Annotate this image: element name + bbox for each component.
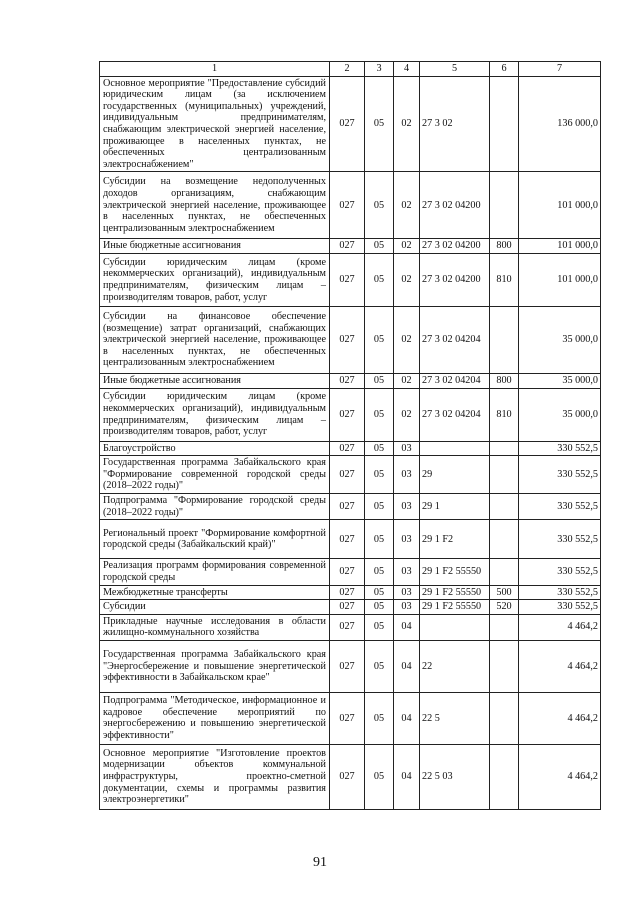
table-row: [100, 172, 601, 239]
section-code-cell: 05: [365, 373, 394, 388]
table-row: [100, 441, 601, 456]
target-article-cell: 27 3 02 04204: [420, 388, 490, 441]
header-cell-6: 6: [490, 62, 519, 77]
row-name-cell: Субсидии на возмещение недополученных доходов организациям, снабжающим электрической энергией население, проживающее в населенных пунктах, не обеспеченных централизованным электроснабжением: [100, 172, 330, 239]
section-code-cell: 05: [365, 239, 394, 254]
amount-cell: 35 000,0: [519, 306, 601, 373]
ved-code-cell: 027: [330, 76, 365, 172]
row-name-cell: Иные бюджетные ассигнования: [100, 373, 330, 388]
ved-code-cell: 027: [330, 388, 365, 441]
subsection-code-cell: 02: [394, 76, 420, 172]
expense-type-cell: [490, 692, 519, 744]
expense-type-cell: [490, 306, 519, 373]
row-name-cell: Субсидии юридическим лицам (кроме некоммерческих организаций), индивидуальным предпринимателям, физическим лицам – производителям товаров, работ, услуг: [100, 253, 330, 306]
row-name-cell: Региональный проект "Формирование комфортной городской среды (Забайкальский край)": [100, 520, 330, 559]
section-code-cell: 05: [365, 692, 394, 744]
section-code-cell: 05: [365, 456, 394, 494]
amount-cell: 330 552,5: [519, 456, 601, 494]
subsection-code-cell: 02: [394, 253, 420, 306]
row-name-cell: Прикладные научные исследования в области жилищно-коммунального хозяйства: [100, 614, 330, 640]
target-article-cell: 29 1 F2 55550: [420, 585, 490, 600]
section-code-cell: 05: [365, 600, 394, 615]
target-article-cell: 22 5 03: [420, 744, 490, 809]
expense-type-cell: [490, 640, 519, 692]
amount-cell: 101 000,0: [519, 253, 601, 306]
table-row: [100, 559, 601, 585]
expense-type-cell: 810: [490, 253, 519, 306]
table-row: [100, 520, 601, 559]
ved-code-cell: 027: [330, 494, 365, 520]
amount-cell: 4 464,2: [519, 692, 601, 744]
ved-code-cell: 027: [330, 239, 365, 254]
ved-code-cell: 027: [330, 692, 365, 744]
target-article-cell: 29 1 F2 55550: [420, 600, 490, 615]
subsection-code-cell: 03: [394, 441, 420, 456]
header-cell-2: 2: [330, 62, 365, 77]
section-code-cell: 05: [365, 76, 394, 172]
target-article-cell: 27 3 02 04200: [420, 239, 490, 254]
table-row: [100, 600, 601, 615]
section-code-cell: 05: [365, 388, 394, 441]
ved-code-cell: 027: [330, 441, 365, 456]
expense-type-cell: [490, 744, 519, 809]
expense-type-cell: [490, 172, 519, 239]
ved-code-cell: 027: [330, 172, 365, 239]
expense-type-cell: [490, 76, 519, 172]
header-cell-3: 3: [365, 62, 394, 77]
header-cell-5: 5: [420, 62, 490, 77]
amount-cell: 330 552,5: [519, 520, 601, 559]
table-row: [100, 373, 601, 388]
expense-type-cell: [490, 494, 519, 520]
expense-type-cell: 800: [490, 373, 519, 388]
table-row: [100, 692, 601, 744]
row-name-cell: Субсидии на финансовое обеспечение (возмещение) затрат организаций, снабжающих электрической энергией население, проживающее в населенных пунктах, не обеспеченных централизованным электроснабжением: [100, 306, 330, 373]
subsection-code-cell: 03: [394, 585, 420, 600]
table-row: [100, 640, 601, 692]
amount-cell: 101 000,0: [519, 172, 601, 239]
target-article-cell: 27 3 02 04204: [420, 306, 490, 373]
ved-code-cell: 027: [330, 520, 365, 559]
table-row: [100, 614, 601, 640]
row-name-cell: Основное мероприятие "Изготовление проектов модернизации объектов коммунальной инфраструктуры, проектно-сметной документации, схемы и программы развития электроэнергетики": [100, 744, 330, 809]
table-header-row: [100, 62, 601, 77]
section-code-cell: 05: [365, 494, 394, 520]
table-row: [100, 388, 601, 441]
target-article-cell: 27 3 02 04200: [420, 253, 490, 306]
expense-type-cell: [490, 456, 519, 494]
target-article-cell: 29 1: [420, 494, 490, 520]
row-name-cell: Основное мероприятие "Предоставление субсидий юридическим лицам (за исключением государственных (муниципальных) учреждений, индивидуальным предпринимателям, снабжающим электрической энергией население, проживающее в населенных пунктах, не обеспеченных централизованным электроснабжением": [100, 76, 330, 172]
row-name-cell: Подпрограмма "Методическое, информационное и кадровое обеспечение мероприятий по энергосбережению и повышению энергетической эффективности": [100, 692, 330, 744]
ved-code-cell: 027: [330, 640, 365, 692]
ved-code-cell: 027: [330, 585, 365, 600]
ved-code-cell: 027: [330, 456, 365, 494]
ved-code-cell: 027: [330, 744, 365, 809]
target-article-cell: [420, 614, 490, 640]
subsection-code-cell: 04: [394, 614, 420, 640]
table-row: [100, 306, 601, 373]
amount-cell: 330 552,5: [519, 600, 601, 615]
row-name-cell: Реализация программ формирования современной городской среды: [100, 559, 330, 585]
target-article-cell: 29 1 F2 55550: [420, 559, 490, 585]
section-code-cell: 05: [365, 172, 394, 239]
amount-cell: 4 464,2: [519, 640, 601, 692]
target-article-cell: 22: [420, 640, 490, 692]
amount-cell: 4 464,2: [519, 744, 601, 809]
table-row: [100, 239, 601, 254]
section-code-cell: 05: [365, 744, 394, 809]
expense-type-cell: 500: [490, 585, 519, 600]
subsection-code-cell: 04: [394, 640, 420, 692]
header-cell-1: 1: [100, 62, 330, 77]
row-name-cell: Подпрограмма "Формирование городской среды (2018–2022 годы)": [100, 494, 330, 520]
section-code-cell: 05: [365, 520, 394, 559]
ved-code-cell: 027: [330, 306, 365, 373]
ved-code-cell: 027: [330, 614, 365, 640]
table-row: [100, 253, 601, 306]
subsection-code-cell: 04: [394, 744, 420, 809]
subsection-code-cell: 02: [394, 239, 420, 254]
target-article-cell: 29: [420, 456, 490, 494]
table-row: [100, 76, 601, 172]
amount-cell: 4 464,2: [519, 614, 601, 640]
row-name-cell: Государственная программа Забайкальского края "Формирование современной городской среды (2018–2022 годы)": [100, 456, 330, 494]
table-row: [100, 494, 601, 520]
ved-code-cell: 027: [330, 253, 365, 306]
expense-type-cell: [490, 520, 519, 559]
subsection-code-cell: 02: [394, 306, 420, 373]
target-article-cell: 27 3 02 04204: [420, 373, 490, 388]
subsection-code-cell: 02: [394, 172, 420, 239]
amount-cell: 35 000,0: [519, 388, 601, 441]
header-cell-7: 7: [519, 62, 601, 77]
expense-type-cell: [490, 559, 519, 585]
subsection-code-cell: 02: [394, 388, 420, 441]
expense-type-cell: 800: [490, 239, 519, 254]
target-article-cell: 22 5: [420, 692, 490, 744]
subsection-code-cell: 02: [394, 373, 420, 388]
section-code-cell: 05: [365, 306, 394, 373]
table-row: [100, 744, 601, 809]
target-article-cell: 27 3 02 04200: [420, 172, 490, 239]
ved-code-cell: 027: [330, 373, 365, 388]
amount-cell: 330 552,5: [519, 494, 601, 520]
section-code-cell: 05: [365, 441, 394, 456]
row-name-cell: Межбюджетные трансферты: [100, 585, 330, 600]
page-number: 91: [313, 855, 327, 870]
section-code-cell: 05: [365, 640, 394, 692]
budget-table: [99, 61, 601, 810]
subsection-code-cell: 04: [394, 692, 420, 744]
subsection-code-cell: 03: [394, 559, 420, 585]
ved-code-cell: 027: [330, 600, 365, 615]
amount-cell: 136 000,0: [519, 76, 601, 172]
section-code-cell: 05: [365, 585, 394, 600]
amount-cell: 330 552,5: [519, 441, 601, 456]
table-row: [100, 456, 601, 494]
row-name-cell: Государственная программа Забайкальского края "Энергосбережение и повышение энергетической эффективности в Забайкальском крае": [100, 640, 330, 692]
subsection-code-cell: 03: [394, 520, 420, 559]
amount-cell: 330 552,5: [519, 559, 601, 585]
section-code-cell: 05: [365, 614, 394, 640]
table-row: [100, 585, 601, 600]
subsection-code-cell: 03: [394, 600, 420, 615]
ved-code-cell: 027: [330, 559, 365, 585]
expense-type-cell: 520: [490, 600, 519, 615]
target-article-cell: [420, 441, 490, 456]
section-code-cell: 05: [365, 559, 394, 585]
row-name-cell: Благоустройство: [100, 441, 330, 456]
target-article-cell: 29 1 F2: [420, 520, 490, 559]
amount-cell: 35 000,0: [519, 373, 601, 388]
header-cell-4: 4: [394, 62, 420, 77]
row-name-cell: Субсидии юридическим лицам (кроме некоммерческих организаций), индивидуальным предпринимателям, физическим лицам – производителям товаров, работ, услуг: [100, 388, 330, 441]
target-article-cell: 27 3 02: [420, 76, 490, 172]
subsection-code-cell: 03: [394, 456, 420, 494]
row-name-cell: Субсидии: [100, 600, 330, 615]
expense-type-cell: 810: [490, 388, 519, 441]
expense-type-cell: [490, 614, 519, 640]
amount-cell: 330 552,5: [519, 585, 601, 600]
section-code-cell: 05: [365, 253, 394, 306]
amount-cell: 101 000,0: [519, 239, 601, 254]
subsection-code-cell: 03: [394, 494, 420, 520]
expense-type-cell: [490, 441, 519, 456]
row-name-cell: Иные бюджетные ассигнования: [100, 239, 330, 254]
